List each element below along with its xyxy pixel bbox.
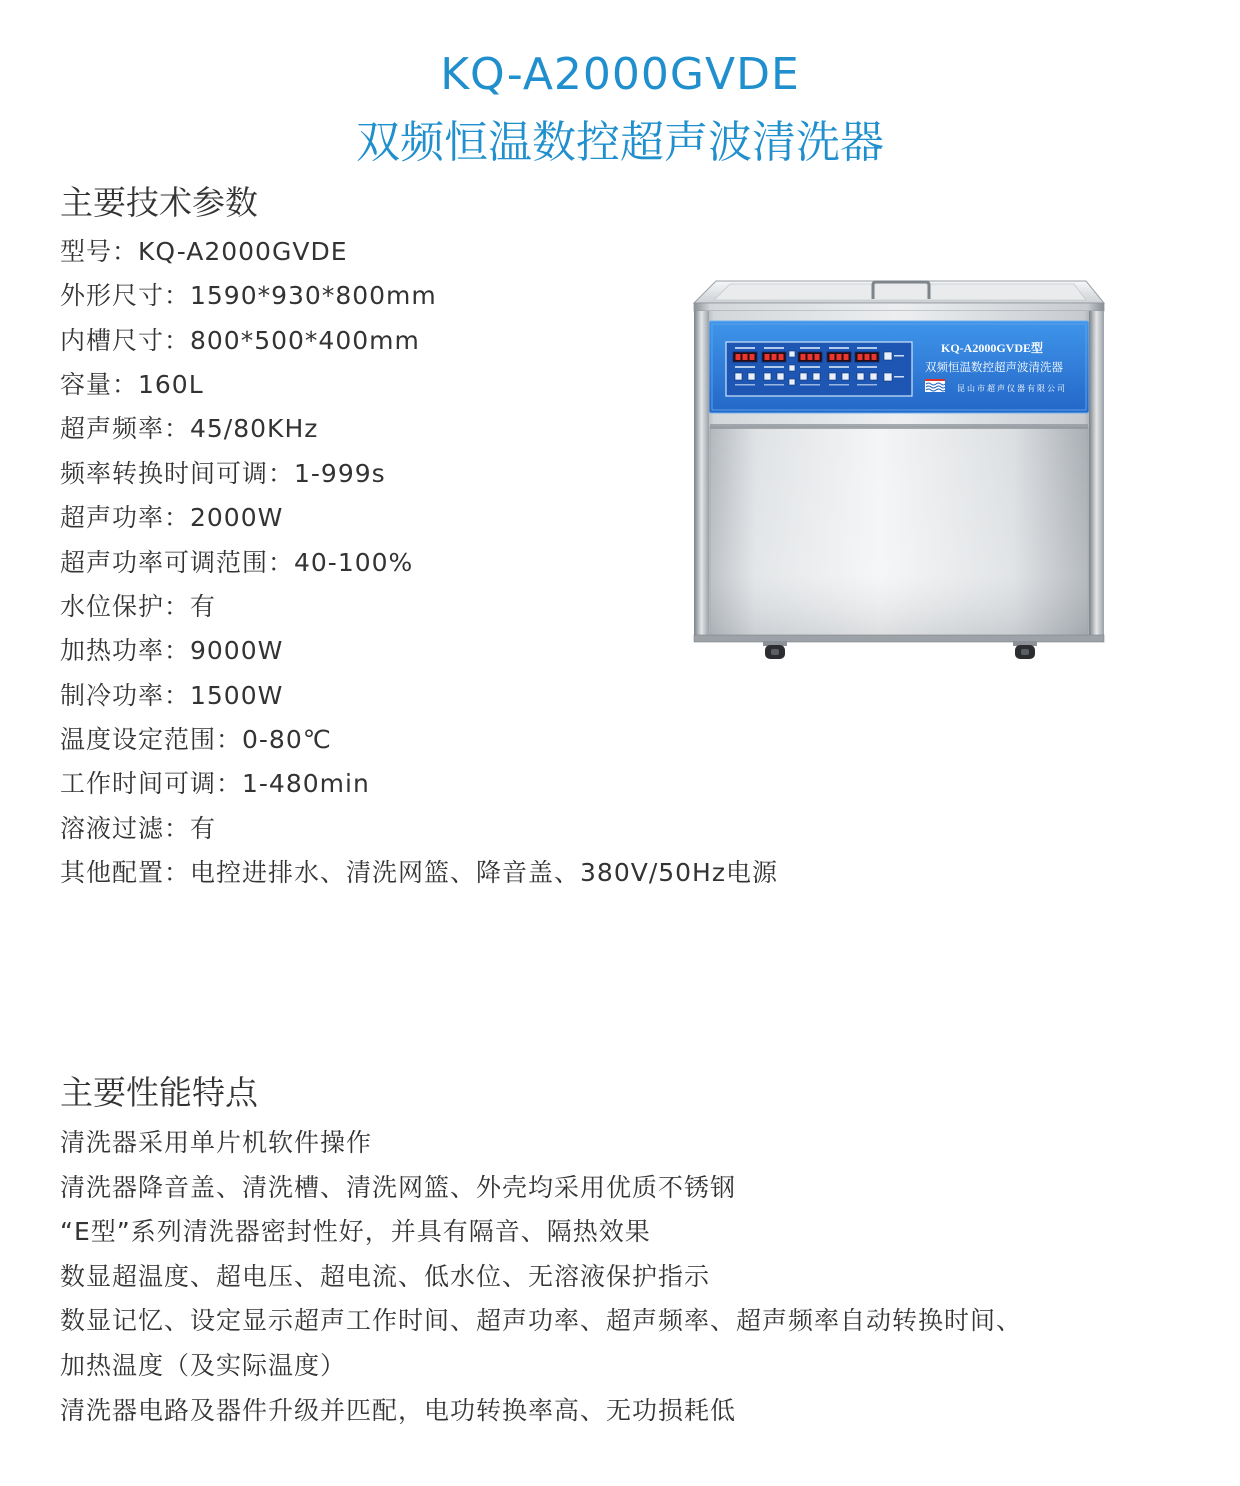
door-panel-shade <box>710 427 1088 637</box>
feature-item-5: 数显记忆、设定显示超声工作时间、超声功率、超声频率、超声频率自动转换时间、 <box>60 1306 1023 1336</box>
spec-item-outer-size: 外形尺寸：1590*930*800mm <box>60 281 437 311</box>
spec-item-tank-size: 内槽尺寸：800*500*400mm <box>60 325 420 355</box>
display-area <box>726 342 912 396</box>
spec-item-filtration: 溶液过滤：有 <box>60 813 217 843</box>
lid-inner-recess <box>714 284 1086 300</box>
features-heading: 主要性能特点 <box>60 1073 258 1112</box>
feature-item-7: 清洗器电路及器件升级并匹配，电功转换率高、无功损耗低 <box>60 1395 737 1425</box>
page-title: KQ-A2000GVDE <box>440 49 800 100</box>
spec-item-water-protection: 水位保护：有 <box>60 591 217 621</box>
product-subtitle: 双频恒温数控超声波清洗器 <box>356 117 884 168</box>
base-rail <box>694 635 1104 642</box>
spec-item-model: 型号：KQ-A2000GVDE <box>60 237 348 266</box>
spec-item-capacity: 容量：160L <box>60 370 204 400</box>
feature-list <box>60 1121 1022 1433</box>
panel-product-name-text: 双频恒温数控超声波清洗器 <box>925 360 1063 374</box>
feature-item-2: 清洗器降音盖、清洗槽、清洗网篮、外壳均采用优质不锈钢 <box>60 1172 737 1202</box>
spec-item-work-time: 工作时间可调：1-480min <box>60 769 370 799</box>
spec-item-cooling-power: 制冷功率：1500W <box>60 680 284 710</box>
lid-front-band <box>694 303 1104 311</box>
button-column-1 <box>789 351 795 385</box>
door-top-shadow <box>710 424 1088 429</box>
panel-model-text: KQ-A2000GVDE型 <box>940 341 1044 355</box>
feature-item-3: “E型”系列清洗器密封性好，并具有隔音、隔热效果 <box>60 1217 651 1247</box>
spec-item-other-config: 其他配置：电控进排水、清洗网篮、降音盖、380V/50Hz电源 <box>60 858 778 888</box>
company-logo-icon <box>925 379 945 392</box>
left-caster <box>763 641 787 659</box>
spec-item-frequency: 超声频率：45/80KHz <box>60 414 319 444</box>
right-pillar <box>1089 311 1104 641</box>
spec-item-heating-power: 加热功率：9000W <box>60 636 284 666</box>
spec-item-power-range: 超声功率可调范围：40-100% <box>60 547 414 577</box>
panel-company-text: 昆山市超声仪器有限公司 <box>957 384 1067 393</box>
spec-item-switch-time: 频率转换时间可调：1-999s <box>60 458 386 488</box>
feature-item-6: 加热温度（及实际温度） <box>60 1350 347 1380</box>
feature-item-4: 数显超温度、超电压、超电流、低水位、无溶液保护指示 <box>60 1261 711 1291</box>
spec-list <box>60 230 778 895</box>
right-caster <box>1013 641 1037 659</box>
left-pillar <box>694 311 709 641</box>
specs-heading: 主要技术参数 <box>60 183 258 222</box>
spec-item-temperature-range: 温度设定范围：0-80℃ <box>60 724 332 754</box>
feature-item-1: 清洗器采用单片机软件操作 <box>60 1128 373 1157</box>
product-image <box>690 275 1110 667</box>
spec-item-power: 超声功率：2000W <box>60 503 284 533</box>
